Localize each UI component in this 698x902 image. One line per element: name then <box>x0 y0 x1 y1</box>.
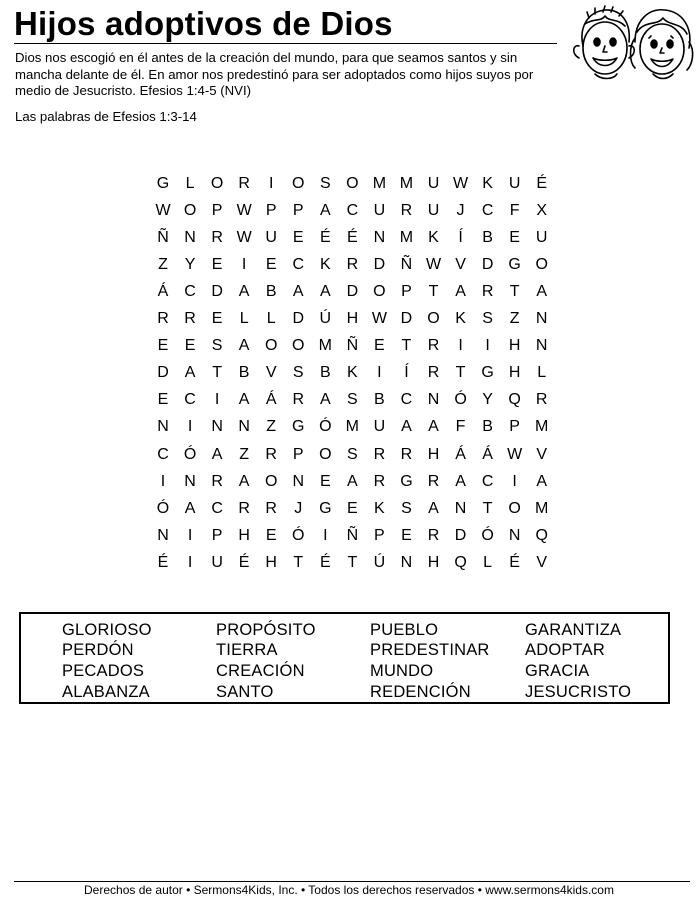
grid-letter: R <box>211 229 223 247</box>
grid-letter: Y <box>482 391 493 409</box>
grid-letter: R <box>157 310 169 328</box>
grid-letter: É <box>319 553 331 571</box>
grid-letter: H <box>265 553 277 571</box>
word-list-item: ADOPTAR <box>525 641 605 659</box>
grid-letter: N <box>535 337 548 355</box>
grid-letter: R <box>535 391 548 409</box>
grid-letter: M <box>535 499 549 517</box>
grid-letter: R <box>373 445 386 463</box>
grid-letter: Ñ <box>400 256 413 274</box>
grid-letter: H <box>427 445 440 463</box>
word-list-item: PUEBLO <box>370 621 439 639</box>
grid-letter: P <box>292 445 304 463</box>
grid-letter: C <box>184 391 196 409</box>
grid-letter: B <box>482 418 493 436</box>
grid-letter: D <box>157 364 169 382</box>
grid-letter: S <box>347 391 358 409</box>
grid-letter: K <box>319 256 331 274</box>
grid-letter: Á <box>157 283 169 301</box>
grid-letter: E <box>509 229 520 247</box>
grid-letter: B <box>374 391 385 409</box>
grid-letter: D <box>211 283 223 301</box>
scripture-intro: Dios nos escogió en él antes de la creación del mundo, para que seamos santos y sin mancha delante de él. En amor nos predestinó para ser adoptados como hijos suyos por medio de Jesucristo. Efesios 1:4-5 (NVI) <box>15 50 534 98</box>
grid-letter: Ó <box>292 526 305 544</box>
grid-letter: I <box>512 472 517 490</box>
grid-letter: A <box>428 418 439 436</box>
grid-letter: V <box>455 256 466 274</box>
grid-letter: R <box>346 256 359 274</box>
grid-letter: A <box>401 418 412 436</box>
grid-letter: X <box>536 202 548 220</box>
grid-letter: Ú <box>319 310 332 328</box>
grid-letter: T <box>482 499 493 517</box>
grid-letter: S <box>292 364 304 382</box>
grid-letter: E <box>184 337 196 355</box>
grid-letter: O <box>264 337 278 355</box>
grid-letter: N <box>535 310 548 328</box>
grid-letter: C <box>481 202 494 220</box>
grid-letter: T <box>347 553 358 571</box>
grid-letter: O <box>264 472 278 490</box>
grid-letter: U <box>427 175 440 192</box>
grid-letter: Ñ <box>346 526 359 544</box>
grid-letter: T <box>509 283 520 301</box>
grid-letter: E <box>157 337 169 355</box>
grid-letter: O <box>346 175 359 192</box>
grid-letter: C <box>184 283 196 301</box>
grid-letter: N <box>157 526 169 544</box>
grid-letter: H <box>346 310 359 328</box>
grid-letter: A <box>319 283 331 301</box>
grid-letter: L <box>483 553 493 571</box>
word-list-item: TIERRA <box>216 641 278 659</box>
grid-letter: U <box>265 229 277 247</box>
grid-letter: A <box>184 364 196 382</box>
grid-letter: G <box>400 472 413 490</box>
grid-letter: W <box>371 310 387 328</box>
grid-letter: V <box>536 445 548 463</box>
grid-letter: Ó <box>156 499 170 517</box>
grid-letter: A <box>292 283 304 301</box>
word-list-item: MUNDO <box>370 662 434 680</box>
grid-letter: S <box>482 310 493 328</box>
grid-letter: P <box>211 202 223 220</box>
grid-letter: G <box>481 364 494 382</box>
grid-letter: Y <box>184 256 196 274</box>
grid-letter: N <box>427 391 440 409</box>
grid-letter: Q <box>535 526 548 544</box>
grid-letter: R <box>427 337 440 355</box>
word-list-item: PREDESTINAR <box>370 641 490 659</box>
grid-letter: R <box>427 472 440 490</box>
grid-letter: L <box>266 310 276 328</box>
grid-letter: C <box>211 499 223 517</box>
grid-letter: H <box>508 364 521 382</box>
grid-letter: G <box>156 175 170 192</box>
grid-letter: Á <box>482 445 493 463</box>
grid-letter: D <box>373 256 386 274</box>
grid-letter: M <box>372 175 387 192</box>
grid-letter: B <box>238 364 250 382</box>
grid-letter: I <box>160 472 166 490</box>
grid-letter: H <box>508 337 521 355</box>
grid-letter: A <box>319 391 331 409</box>
grid-letter: N <box>400 553 413 571</box>
grid-letter: K <box>347 364 358 382</box>
scripture-source: Las palabras de Efesios 1:3-14 <box>15 109 197 124</box>
grid-letter: Ó <box>481 526 494 544</box>
grid-letter: U <box>373 202 386 220</box>
grid-letter: N <box>373 229 386 247</box>
grid-letter: A <box>536 472 548 490</box>
grid-letter: L <box>239 310 249 328</box>
two-smiling-kids-icon <box>565 2 695 86</box>
grid-letter: R <box>427 364 440 382</box>
grid-letter: I <box>187 553 193 571</box>
grid-letter: Ó <box>454 391 467 409</box>
grid-letter: G <box>508 256 521 274</box>
grid-letter: E <box>374 337 385 355</box>
grid-letter: O <box>508 499 521 517</box>
grid-letter: O <box>319 445 332 463</box>
grid-letter: A <box>536 283 548 301</box>
grid-letter: R <box>265 445 277 463</box>
grid-letter: Á <box>455 445 466 463</box>
grid-letter: R <box>373 472 386 490</box>
grid-letter: N <box>184 472 196 490</box>
grid-letter: W <box>155 202 171 220</box>
grid-letter: W <box>236 229 252 247</box>
grid-letter: E <box>401 526 412 544</box>
grid-letter: N <box>184 229 196 247</box>
grid-letter: U <box>211 553 223 571</box>
grid-letter: P <box>374 526 385 544</box>
grid-letter: D <box>292 310 305 328</box>
grid-letter: S <box>401 499 412 517</box>
grid-letter: É <box>319 229 331 247</box>
grid-letter: M <box>399 229 414 247</box>
grid-letter: Ñ <box>157 229 169 247</box>
word-list-item: SANTO <box>216 683 274 701</box>
grid-letter: M <box>535 418 549 436</box>
grid-letter: K <box>374 499 385 517</box>
grid-letter: R <box>481 283 494 301</box>
word-list-item: REDENCIÓN <box>370 683 471 701</box>
grid-letter: S <box>319 175 331 192</box>
grid-letter: N <box>157 418 169 436</box>
grid-letter: N <box>292 472 305 490</box>
word-list-item: ALABANZA <box>62 683 150 701</box>
grid-letter: N <box>238 418 250 436</box>
grid-letter: K <box>482 175 493 192</box>
word-list-item: PROPÓSITO <box>216 621 316 639</box>
grid-letter: Ó <box>319 418 332 436</box>
grid-letter: N <box>508 526 521 544</box>
grid-letter: U <box>427 202 440 220</box>
grid-letter: Q <box>454 553 467 571</box>
grid-letter: U <box>373 418 386 436</box>
grid-letter: A <box>455 283 466 301</box>
grid-letter: E <box>157 391 169 409</box>
grid-letter: C <box>346 202 359 220</box>
grid-letter: D <box>346 283 359 301</box>
grid-letter: L <box>537 364 547 382</box>
grid-letter: P <box>265 202 277 220</box>
grid-letter: M <box>318 337 332 355</box>
grid-letter: E <box>292 229 304 247</box>
grid-letter: N <box>454 499 467 517</box>
grid-letter: É <box>536 175 548 192</box>
grid-letter: O <box>292 337 305 355</box>
grid-letter: R <box>184 310 196 328</box>
word-list-item: GLORIOSO <box>62 621 152 639</box>
grid-letter: D <box>400 310 413 328</box>
grid-letter: A <box>184 499 196 517</box>
grid-letter: Á <box>265 391 277 409</box>
grid-letter: J <box>294 499 303 517</box>
grid-letter: É <box>238 553 250 571</box>
grid-letter: P <box>211 526 223 544</box>
grid-letter: A <box>238 337 250 355</box>
grid-letter: K <box>428 229 439 247</box>
page-title: Hijos adoptivos de Dios <box>14 5 393 42</box>
grid-letter: É <box>157 553 169 571</box>
grid-letter: Z <box>158 256 168 274</box>
grid-letter: E <box>211 310 223 328</box>
grid-letter: Ó <box>183 445 197 463</box>
grid-letter: T <box>293 553 304 571</box>
grid-letter: W <box>236 202 252 220</box>
grid-letter: R <box>400 202 413 220</box>
word-list-item: PECADOS <box>62 662 145 680</box>
grid-letter: B <box>265 283 277 301</box>
copyright-footer: Derechos de autor • Sermons4Kids, Inc. • Todos los derechos reservados • www.sermons4kids.com <box>84 883 614 897</box>
grid-letter: F <box>455 418 466 436</box>
grid-letter: W <box>452 175 469 192</box>
grid-letter: C <box>292 256 305 274</box>
grid-letter: Ú <box>373 553 386 571</box>
grid-letter: F <box>509 202 520 220</box>
grid-letter: E <box>265 256 277 274</box>
grid-letter: É <box>509 553 520 571</box>
grid-letter: Z <box>509 310 520 328</box>
grid-letter: Z <box>266 418 277 436</box>
grid-letter: J <box>456 202 465 220</box>
grid-letter: B <box>319 364 331 382</box>
grid-letter: T <box>401 337 412 355</box>
grid-letter: A <box>347 472 358 490</box>
grid-letter: E <box>347 499 358 517</box>
grid-letter: S <box>211 337 223 355</box>
grid-letter: A <box>238 283 250 301</box>
grid-letter: Ñ <box>346 337 359 355</box>
grid-letter: O <box>427 310 440 328</box>
grid-letter: H <box>427 553 440 571</box>
grid-letter: R <box>427 526 440 544</box>
word-list-item: JESUCRISTO <box>525 683 632 701</box>
grid-letter: K <box>455 310 466 328</box>
grid-letter: B <box>482 229 493 247</box>
grid-letter: I <box>485 337 490 355</box>
grid-letter: R <box>400 445 413 463</box>
grid-letter: W <box>425 256 442 274</box>
grid-letter: I <box>458 337 463 355</box>
word-list-item: CREACIÓN <box>216 662 305 680</box>
grid-letter: E <box>265 526 277 544</box>
title-rule <box>14 43 557 44</box>
grid-letter: A <box>211 445 223 463</box>
grid-letter: G <box>319 499 332 517</box>
grid-letter: D <box>481 256 494 274</box>
grid-letter: H <box>238 526 250 544</box>
grid-letter: A <box>455 472 466 490</box>
grid-letter: T <box>455 364 466 382</box>
grid-letter: O <box>535 256 548 274</box>
grid-letter: O <box>292 175 305 192</box>
grid-letter: É <box>347 229 358 247</box>
grid-letter: R <box>238 499 250 517</box>
grid-letter: Í <box>458 229 463 247</box>
grid-letter: P <box>401 283 412 301</box>
grid-letter: Q <box>508 391 521 409</box>
grid-letter: W <box>507 445 523 463</box>
grid-letter: A <box>319 202 331 220</box>
footer-rule <box>14 881 690 882</box>
grid-letter: E <box>319 472 331 490</box>
grid-letter: V <box>265 364 277 382</box>
grid-letter: S <box>347 445 358 463</box>
grid-letter: A <box>428 499 439 517</box>
word-list-item: GRACIA <box>525 662 590 680</box>
grid-letter: Í <box>404 364 409 382</box>
grid-letter: Z <box>239 445 250 463</box>
grid-letter: T <box>428 283 439 301</box>
grid-letter: I <box>377 364 382 382</box>
grid-letter: I <box>268 175 274 192</box>
grid-letter: C <box>400 391 413 409</box>
grid-letter: U <box>508 175 521 192</box>
word-list-item: GARANTIZA <box>525 621 622 639</box>
grid-letter: V <box>536 553 548 571</box>
grid-letter: R <box>211 472 223 490</box>
grid-letter: O <box>373 283 386 301</box>
grid-letter: P <box>509 418 520 436</box>
grid-letter: R <box>265 499 277 517</box>
grid-letter: L <box>185 175 195 192</box>
grid-letter: I <box>323 526 328 544</box>
grid-letter: N <box>211 418 223 436</box>
grid-letter: O <box>210 175 224 192</box>
grid-letter: E <box>211 256 223 274</box>
grid-letter: A <box>238 391 250 409</box>
grid-letter: A <box>238 472 250 490</box>
grid-letter: I <box>187 526 193 544</box>
grid-letter: M <box>399 175 414 192</box>
grid-letter: C <box>481 472 494 490</box>
grid-letter: I <box>214 391 220 409</box>
grid-letter: R <box>292 391 305 409</box>
word-list-item: PERDÓN <box>62 641 134 659</box>
grid-letter: I <box>241 256 247 274</box>
grid-letter: C <box>157 445 169 463</box>
grid-letter: I <box>187 418 193 436</box>
grid-letter: M <box>345 418 359 436</box>
grid-letter: P <box>292 202 304 220</box>
grid-letter: G <box>292 418 305 436</box>
grid-letter: U <box>535 229 548 247</box>
grid-letter: R <box>238 175 250 192</box>
grid-letter: O <box>183 202 197 220</box>
grid-letter: D <box>454 526 467 544</box>
grid-letter: T <box>212 364 222 382</box>
